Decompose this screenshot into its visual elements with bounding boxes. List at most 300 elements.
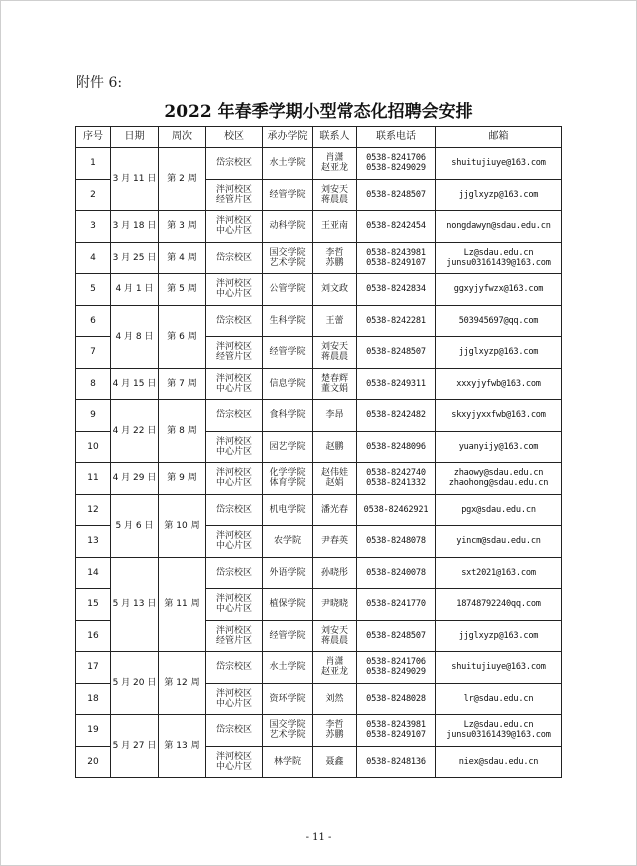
cell-line: 刘文政 bbox=[320, 284, 348, 295]
cell-line: 岱宗校区 bbox=[215, 567, 252, 578]
row-number: 11 bbox=[76, 463, 111, 495]
cell-line: 中心片区 bbox=[215, 383, 252, 394]
cell-line: 0538-8242454 bbox=[366, 221, 426, 232]
email-cell bbox=[436, 179, 562, 211]
campus-cell bbox=[206, 620, 263, 652]
cell-line: 0538-8242834 bbox=[366, 284, 426, 295]
cell-line: 聂鑫 bbox=[325, 756, 344, 767]
cell-line: 0538-8242281 bbox=[366, 315, 426, 326]
cell-line: 尹春英 bbox=[320, 536, 348, 547]
table-row bbox=[76, 368, 562, 400]
cell-line: 0538-8241706 bbox=[366, 153, 426, 164]
college-cell bbox=[263, 463, 313, 495]
cell-line: 0538-8241706 bbox=[366, 657, 426, 668]
campus-cell bbox=[206, 715, 263, 747]
cell-line: 经管学院 bbox=[269, 630, 306, 641]
cell-line: 0538-8248136 bbox=[366, 756, 426, 767]
college-cell bbox=[263, 400, 313, 432]
contact-cell bbox=[313, 368, 357, 400]
campus-cell bbox=[206, 242, 263, 274]
phone-cell bbox=[357, 652, 436, 684]
email-cell bbox=[436, 620, 562, 652]
phone-cell bbox=[357, 431, 436, 463]
week-cell: 第 3 周 bbox=[159, 211, 206, 243]
contact-cell bbox=[313, 589, 357, 621]
campus-cell bbox=[206, 494, 263, 526]
row-number: 12 bbox=[76, 494, 111, 526]
cell-line: 资环学院 bbox=[269, 693, 306, 704]
email-cell bbox=[436, 368, 562, 400]
table-header-row bbox=[76, 127, 562, 148]
header-college: 承办学院 bbox=[263, 127, 313, 148]
table-row bbox=[76, 305, 562, 337]
campus-cell bbox=[206, 305, 263, 337]
cell-line: lr@sdau.edu.cn bbox=[463, 693, 534, 704]
cell-line: 0538-8242482 bbox=[366, 410, 426, 421]
table-row bbox=[76, 652, 562, 684]
email-cell bbox=[436, 526, 562, 558]
cell-line: 孙晓彤 bbox=[320, 567, 348, 578]
cell-line: 泮河校区 bbox=[215, 531, 252, 542]
date-cell: 5 月 20 日 bbox=[111, 652, 159, 715]
contact-cell bbox=[313, 494, 357, 526]
row-number: 1 bbox=[76, 148, 111, 180]
cell-line: 水土学院 bbox=[269, 158, 306, 169]
cell-line: 0538-8249107 bbox=[366, 730, 426, 741]
row-number: 8 bbox=[76, 368, 111, 400]
cell-line: yincm@sdau.edu.cn bbox=[456, 536, 541, 547]
email-cell bbox=[436, 557, 562, 589]
cell-line: 刘安天 bbox=[320, 184, 348, 195]
page-title: 2022 年春季学期小型常态化招聘会安排 bbox=[164, 102, 473, 122]
week-cell: 第 8 周 bbox=[159, 400, 206, 463]
date-cell: 4 月 1 日 bbox=[111, 274, 159, 306]
cell-line: 0538-8248507 bbox=[366, 189, 426, 200]
date-cell: 3 月 11 日 bbox=[111, 148, 159, 211]
row-number: 10 bbox=[76, 431, 111, 463]
campus-cell bbox=[206, 589, 263, 621]
cell-line: 泮河校区 bbox=[215, 373, 252, 384]
row-number: 5 bbox=[76, 274, 111, 306]
phone-cell bbox=[357, 148, 436, 180]
cell-line: 赵鹏 bbox=[325, 441, 344, 452]
cell-line: 赵娟 bbox=[325, 478, 344, 489]
week-cell: 第 5 周 bbox=[159, 274, 206, 306]
cell-line: 0538-8249311 bbox=[366, 378, 426, 389]
phone-cell bbox=[357, 526, 436, 558]
cell-line: niex@sdau.edu.cn bbox=[458, 756, 539, 767]
campus-cell bbox=[206, 557, 263, 589]
cell-line: 0538-8248507 bbox=[366, 630, 426, 641]
table-row bbox=[76, 211, 562, 243]
cell-line: 王蕾 bbox=[325, 315, 344, 326]
cell-line: 0538-8241770 bbox=[366, 599, 426, 610]
campus-cell bbox=[206, 746, 263, 778]
phone-cell bbox=[357, 211, 436, 243]
cell-line: 0538-8249029 bbox=[366, 667, 426, 678]
week-cell: 第 9 周 bbox=[159, 463, 206, 495]
cell-line: 0538-8248028 bbox=[366, 693, 426, 704]
college-cell bbox=[263, 715, 313, 747]
cell-line: 国交学院 bbox=[269, 720, 306, 731]
college-cell bbox=[263, 526, 313, 558]
email-cell bbox=[436, 494, 562, 526]
phone-cell bbox=[357, 337, 436, 369]
cell-line: 刘安天 bbox=[320, 342, 348, 353]
email-cell bbox=[436, 305, 562, 337]
phone-cell bbox=[357, 242, 436, 274]
cell-line: 经管片区 bbox=[215, 194, 252, 205]
cell-line: 0538-8243981 bbox=[366, 720, 426, 731]
college-cell bbox=[263, 557, 313, 589]
contact-cell bbox=[313, 557, 357, 589]
table-row bbox=[76, 463, 562, 495]
date-cell: 4 月 22 日 bbox=[111, 400, 159, 463]
week-cell: 第 6 周 bbox=[159, 305, 206, 368]
cell-line: 中心片区 bbox=[215, 541, 252, 552]
cell-line: 楚春辉 bbox=[320, 373, 348, 384]
cell-line: 泮河校区 bbox=[215, 184, 252, 195]
cell-line: 中心片区 bbox=[215, 289, 252, 300]
cell-line: 泮河校区 bbox=[215, 594, 252, 605]
contact-cell bbox=[313, 526, 357, 558]
cell-line: 岱宗校区 bbox=[215, 158, 252, 169]
campus-cell bbox=[206, 431, 263, 463]
campus-cell bbox=[206, 179, 263, 211]
header-email: 邮箱 bbox=[436, 127, 562, 148]
row-number: 3 bbox=[76, 211, 111, 243]
email-cell bbox=[436, 715, 562, 747]
date-cell: 5 月 13 日 bbox=[111, 557, 159, 652]
cell-line: 蒋晨晨 bbox=[320, 194, 348, 205]
page-number: - 11 - bbox=[305, 832, 332, 843]
college-cell bbox=[263, 494, 313, 526]
contact-cell bbox=[313, 683, 357, 715]
college-cell bbox=[263, 620, 313, 652]
cell-line: 中心片区 bbox=[215, 604, 252, 615]
header-no: 序号 bbox=[76, 127, 111, 148]
cell-line: junsu03161439@163.com bbox=[446, 257, 551, 268]
cell-line: 艺术学院 bbox=[269, 257, 306, 268]
phone-cell bbox=[357, 305, 436, 337]
cell-line: 中心片区 bbox=[215, 446, 252, 457]
week-cell: 第 2 周 bbox=[159, 148, 206, 211]
cell-line: nongdawyn@sdau.edu.cn bbox=[446, 221, 551, 232]
row-number: 15 bbox=[76, 589, 111, 621]
cell-line: 蒋晨晨 bbox=[320, 352, 348, 363]
college-cell bbox=[263, 652, 313, 684]
date-cell: 3 月 18 日 bbox=[111, 211, 159, 243]
cell-line: 0538-8249107 bbox=[366, 257, 426, 268]
cell-line: 0538-8248096 bbox=[366, 441, 426, 452]
schedule-table bbox=[75, 126, 562, 778]
contact-cell bbox=[313, 337, 357, 369]
email-cell bbox=[436, 242, 562, 274]
cell-line: 水土学院 bbox=[269, 662, 306, 673]
row-number: 13 bbox=[76, 526, 111, 558]
table-row bbox=[76, 148, 562, 180]
week-cell: 第 10 周 bbox=[159, 494, 206, 557]
cell-line: jjglxyzp@163.com bbox=[458, 630, 539, 641]
phone-cell bbox=[357, 368, 436, 400]
campus-cell bbox=[206, 526, 263, 558]
contact-cell bbox=[313, 746, 357, 778]
week-cell: 第 7 周 bbox=[159, 368, 206, 400]
cell-line: 中心片区 bbox=[215, 761, 252, 772]
week-cell: 第 13 周 bbox=[159, 715, 206, 778]
week-cell: 第 11 周 bbox=[159, 557, 206, 652]
cell-line: 0538-8248507 bbox=[366, 347, 426, 358]
cell-line: 经管学院 bbox=[269, 189, 306, 200]
cell-line: 刘然 bbox=[325, 693, 344, 704]
college-cell bbox=[263, 211, 313, 243]
cell-line: shuitujiuye@163.com bbox=[451, 158, 546, 169]
table-row bbox=[76, 242, 562, 274]
cell-line: junsu03161439@163.com bbox=[446, 730, 551, 741]
campus-cell bbox=[206, 683, 263, 715]
cell-line: xxxyjyfwb@163.com bbox=[456, 378, 541, 389]
contact-cell bbox=[313, 305, 357, 337]
contact-cell bbox=[313, 274, 357, 306]
cell-line: 赵亚龙 bbox=[320, 667, 348, 678]
phone-cell bbox=[357, 557, 436, 589]
college-cell bbox=[263, 368, 313, 400]
cell-line: 0538-8242740 bbox=[366, 468, 426, 479]
cell-line: sxt2021@163.com bbox=[461, 567, 536, 578]
cell-line: 苏鹏 bbox=[325, 730, 344, 741]
campus-cell bbox=[206, 652, 263, 684]
contact-cell bbox=[313, 463, 357, 495]
email-cell bbox=[436, 274, 562, 306]
week-cell: 第 4 周 bbox=[159, 242, 206, 274]
cell-line: 李哲 bbox=[325, 720, 344, 731]
college-cell bbox=[263, 305, 313, 337]
cell-line: 林学院 bbox=[273, 756, 301, 767]
email-cell bbox=[436, 148, 562, 180]
row-number: 19 bbox=[76, 715, 111, 747]
cell-line: 中心片区 bbox=[215, 698, 252, 709]
email-cell bbox=[436, 652, 562, 684]
cell-line: 岱宗校区 bbox=[215, 662, 252, 673]
date-cell: 4 月 8 日 bbox=[111, 305, 159, 368]
row-number: 16 bbox=[76, 620, 111, 652]
cell-line: 0538-8241332 bbox=[366, 478, 426, 489]
cell-line: 岱宗校区 bbox=[215, 504, 252, 515]
campus-cell bbox=[206, 337, 263, 369]
contact-cell bbox=[313, 400, 357, 432]
email-cell bbox=[436, 683, 562, 715]
cell-line: 艺术学院 bbox=[269, 730, 306, 741]
cell-line: 公管学院 bbox=[269, 284, 306, 295]
cell-line: 李哲 bbox=[325, 247, 344, 258]
contact-cell bbox=[313, 148, 357, 180]
college-cell bbox=[263, 431, 313, 463]
cell-line: 苏鹏 bbox=[325, 257, 344, 268]
college-cell bbox=[263, 683, 313, 715]
cell-line: 经管学院 bbox=[269, 347, 306, 358]
email-cell bbox=[436, 431, 562, 463]
cell-line: 泮河校区 bbox=[215, 468, 252, 479]
cell-line: Lz@sdau.edu.cn bbox=[463, 720, 534, 731]
row-number: 4 bbox=[76, 242, 111, 274]
cell-line: 503945697@qq.com bbox=[458, 315, 539, 326]
date-cell: 5 月 27 日 bbox=[111, 715, 159, 778]
college-cell bbox=[263, 337, 313, 369]
row-number: 6 bbox=[76, 305, 111, 337]
campus-cell bbox=[206, 211, 263, 243]
contact-cell bbox=[313, 242, 357, 274]
header-date: 日期 bbox=[111, 127, 159, 148]
cell-line: 国交学院 bbox=[269, 247, 306, 258]
cell-line: yuanyijy@163.com bbox=[458, 441, 539, 452]
campus-cell bbox=[206, 148, 263, 180]
cell-line: ggxyjyfwzx@163.com bbox=[453, 284, 544, 295]
cell-line: 经管片区 bbox=[215, 635, 252, 646]
cell-line: 0538-8240078 bbox=[366, 567, 426, 578]
cell-line: 食科学院 bbox=[269, 410, 306, 421]
cell-line: Lz@sdau.edu.cn bbox=[463, 247, 534, 258]
cell-line: 18748792240qq.com bbox=[456, 599, 541, 610]
cell-line: 尹晓晓 bbox=[320, 599, 348, 610]
phone-cell bbox=[357, 400, 436, 432]
phone-cell bbox=[357, 274, 436, 306]
cell-line: 赵伟娃 bbox=[320, 468, 348, 479]
cell-line: 泮河校区 bbox=[215, 688, 252, 699]
phone-cell bbox=[357, 715, 436, 747]
cell-line: 董文娟 bbox=[320, 383, 348, 394]
cell-line: 泮河校区 bbox=[215, 216, 252, 227]
campus-cell bbox=[206, 400, 263, 432]
cell-line: 李昂 bbox=[325, 410, 344, 421]
row-number: 9 bbox=[76, 400, 111, 432]
phone-cell bbox=[357, 463, 436, 495]
cell-line: 园艺学院 bbox=[269, 441, 306, 452]
cell-line: 中心片区 bbox=[215, 478, 252, 489]
college-cell bbox=[263, 179, 313, 211]
campus-cell bbox=[206, 463, 263, 495]
cell-line: 体育学院 bbox=[269, 478, 306, 489]
cell-line: 0538-8243981 bbox=[366, 247, 426, 258]
cell-line: 泮河校区 bbox=[215, 625, 252, 636]
cell-line: 肖潇 bbox=[325, 657, 344, 668]
email-cell bbox=[436, 337, 562, 369]
cell-line: zhaowy@sdau.edu.cn bbox=[453, 468, 544, 479]
phone-cell bbox=[357, 620, 436, 652]
row-number: 18 bbox=[76, 683, 111, 715]
cell-line: 岱宗校区 bbox=[215, 315, 252, 326]
cell-line: 泮河校区 bbox=[215, 342, 252, 353]
cell-line: skxyjyxxfwb@163.com bbox=[451, 410, 546, 421]
contact-cell bbox=[313, 620, 357, 652]
college-cell bbox=[263, 589, 313, 621]
cell-line: 机电学院 bbox=[269, 504, 306, 515]
email-cell bbox=[436, 746, 562, 778]
campus-cell bbox=[206, 274, 263, 306]
email-cell bbox=[436, 400, 562, 432]
cell-line: 外语学院 bbox=[269, 567, 306, 578]
cell-line: 潘光春 bbox=[320, 504, 348, 515]
campus-cell bbox=[206, 368, 263, 400]
table-body bbox=[76, 148, 562, 778]
cell-line: zhaohong@sdau.edu.cn bbox=[448, 478, 549, 489]
date-cell: 4 月 15 日 bbox=[111, 368, 159, 400]
college-cell bbox=[263, 242, 313, 274]
cell-line: jjglxyzp@163.com bbox=[458, 189, 539, 200]
header-campus: 校区 bbox=[206, 127, 263, 148]
date-cell: 5 月 6 日 bbox=[111, 494, 159, 557]
phone-cell bbox=[357, 746, 436, 778]
cell-line: 泮河校区 bbox=[215, 436, 252, 447]
table-row bbox=[76, 494, 562, 526]
cell-line: 泮河校区 bbox=[215, 279, 252, 290]
cell-line: 岱宗校区 bbox=[215, 725, 252, 736]
table-row bbox=[76, 274, 562, 306]
college-cell bbox=[263, 746, 313, 778]
row-number: 7 bbox=[76, 337, 111, 369]
header-week: 周次 bbox=[159, 127, 206, 148]
college-cell bbox=[263, 148, 313, 180]
cell-line: jjglxyzp@163.com bbox=[458, 347, 539, 358]
table-row bbox=[76, 400, 562, 432]
cell-line: 化学学院 bbox=[269, 468, 306, 479]
cell-line: 植保学院 bbox=[269, 599, 306, 610]
college-cell bbox=[263, 274, 313, 306]
week-cell: 第 12 周 bbox=[159, 652, 206, 715]
phone-cell bbox=[357, 179, 436, 211]
cell-line: 肖潇 bbox=[325, 153, 344, 164]
email-cell bbox=[436, 463, 562, 495]
row-number: 20 bbox=[76, 746, 111, 778]
row-number: 14 bbox=[76, 557, 111, 589]
row-number: 17 bbox=[76, 652, 111, 684]
date-cell: 4 月 29 日 bbox=[111, 463, 159, 495]
cell-line: 岱宗校区 bbox=[215, 410, 252, 421]
cell-line: 泮河校区 bbox=[215, 751, 252, 762]
contact-cell bbox=[313, 211, 357, 243]
header-phone: 联系电话 bbox=[357, 127, 436, 148]
cell-line: 中心片区 bbox=[215, 226, 252, 237]
cell-line: pgx@sdau.edu.cn bbox=[461, 504, 536, 515]
cell-line: 农学院 bbox=[273, 536, 301, 547]
email-cell bbox=[436, 589, 562, 621]
cell-line: 动科学院 bbox=[269, 221, 306, 232]
date-cell: 3 月 25 日 bbox=[111, 242, 159, 274]
cell-line: 经管片区 bbox=[215, 352, 252, 363]
contact-cell bbox=[313, 179, 357, 211]
cell-line: 蒋晨晨 bbox=[320, 635, 348, 646]
cell-line: 信息学院 bbox=[269, 378, 306, 389]
header-contact: 联系人 bbox=[313, 127, 357, 148]
contact-cell bbox=[313, 652, 357, 684]
cell-line: 0538-8248078 bbox=[366, 536, 426, 547]
cell-line: 刘安天 bbox=[320, 625, 348, 636]
cell-line: shuitujiuye@163.com bbox=[451, 662, 546, 673]
attachment-label: 附件 6: bbox=[76, 75, 123, 91]
phone-cell bbox=[357, 589, 436, 621]
cell-line: 0538-82462921 bbox=[363, 504, 429, 515]
cell-line: 岱宗校区 bbox=[215, 252, 252, 263]
cell-line: 生科学院 bbox=[269, 315, 306, 326]
email-cell bbox=[436, 211, 562, 243]
cell-line: 王亚南 bbox=[320, 221, 348, 232]
row-number: 2 bbox=[76, 179, 111, 211]
cell-line: 0538-8249029 bbox=[366, 163, 426, 174]
cell-line: 赵亚龙 bbox=[320, 163, 348, 174]
table-row bbox=[76, 557, 562, 589]
contact-cell bbox=[313, 715, 357, 747]
contact-cell bbox=[313, 431, 357, 463]
phone-cell bbox=[357, 683, 436, 715]
